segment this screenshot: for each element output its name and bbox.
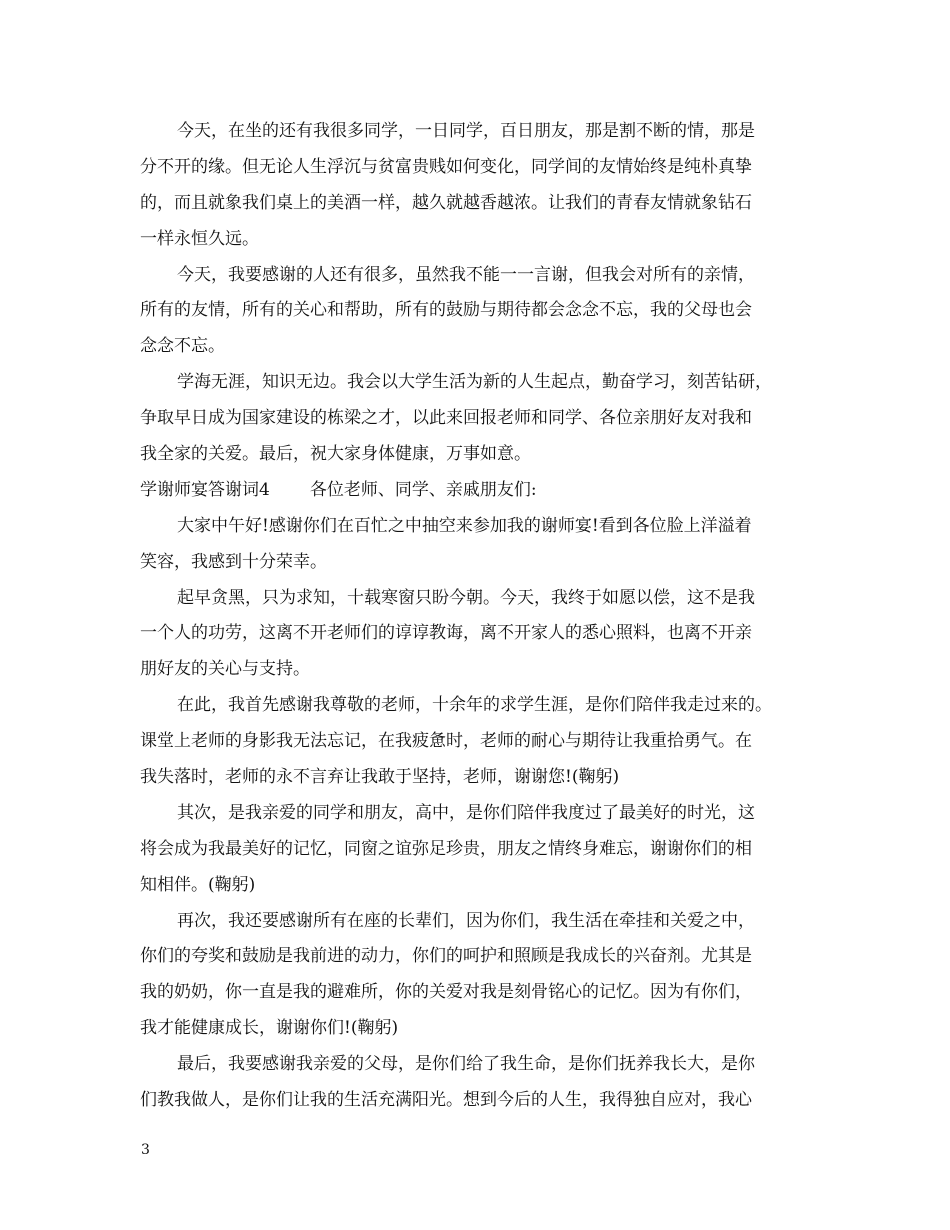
paragraph-line: 知相伴。(鞠躬): [140, 874, 256, 895]
paragraph-line: 一个人的功劳，这离不开老师们的谆谆教诲，离不开家人的悉心照料，也离不开亲: [140, 623, 752, 644]
paragraph-line: 学海无涯，知识无边。我会以大学生活为新的人生起点，勤奋学习，刻苦钻研，: [177, 372, 772, 393]
paragraph-line: 所有的友情，所有的关心和帮助，所有的鼓励与期待都会念念不忘，我的父母也会: [140, 300, 752, 321]
paragraph-line: 我才能健康成长，谢谢你们!(鞠躬): [140, 1018, 399, 1039]
paragraph-line: 争取早日成为国家建设的栋梁之才，以此来回报老师和同学、各位亲朋好友对我和: [140, 408, 752, 429]
paragraph-line: 们教我做人，是你们让我的生活充满阳光。想到今后的人生，我得独自应对，我心: [140, 1090, 752, 1111]
paragraph-line: 将会成为我最美好的记忆，同窗之谊弥足珍贵，朋友之情终身难忘，谢谢你们的相: [140, 838, 752, 859]
paragraph-line: 课堂上老师的身影我无法忘记，在我疲惫时，老师的耐心与期待让我重拾勇气。在: [140, 731, 752, 752]
paragraph-line: 我失落时，老师的永不言弃让我敢于坚持，老师，谢谢您!(鞠躬): [140, 767, 620, 788]
paragraph-line: 朋好友的关心与支持。: [140, 659, 310, 680]
heading-title: 学谢师宴答谢词4: [140, 479, 270, 500]
section-heading: [140, 473, 820, 509]
paragraph-line: 一样永恒久远。: [140, 228, 259, 249]
paragraph-line: 今天，在坐的还有我很多同学，一日同学，百日朋友，那是割不断的情，那是: [177, 121, 755, 141]
paragraph-line: 再次，我还要感谢所有在座的长辈们，因为你们，我生活在牵挂和关爱之中，: [177, 910, 755, 931]
paragraph-line: 笑容，我感到十分荣幸。: [140, 551, 327, 572]
paragraph-line: 今天，我要感谢的人还有很多，虽然我不能一一言谢，但我会对所有的亲情，: [177, 264, 755, 285]
paragraph-line: 最后，我要感谢我亲爱的父母，是你们给了我生命，是你们抚养我长大，是你: [177, 1054, 755, 1075]
paragraph-line: 你们的夸奖和鼓励是我前进的动力，你们的呵护和照顾是我成长的兴奋剂。尤其是: [140, 946, 752, 967]
paragraph-line: 在此，我首先感谢我尊敬的老师，十余年的求学生涯，是你们陪伴我走过来的。: [177, 695, 772, 716]
paragraph-line: 我的奶奶，你一直是我的避难所，你的关爱对我是刻骨铭心的记忆。因为有你们，: [140, 982, 752, 1003]
paragraph-line: 其次，是我亲爱的同学和朋友，高中，是你们陪伴我度过了最美好的时光，这: [177, 802, 755, 823]
paragraph-line: 起早贪黑，只为求知，十载寒窗只盼今朝。今天，我终于如愿以偿，这不是我: [177, 587, 755, 608]
paragraph-line: 我全家的关爱。最后，祝大家身体健康，万事如意。: [140, 444, 531, 465]
paragraph-line: 念念不忘。: [140, 336, 225, 357]
document-body: [140, 114, 820, 1119]
page-number: 3: [141, 1142, 150, 1158]
paragraph-line: 的，而且就象我们桌上的美酒一样，越久就越香越浓。让我们的青春友情就象钻石: [140, 192, 752, 213]
heading-salutation: 各位老师、同学、亲戚朋友们:: [309, 479, 537, 500]
paragraph-line: 大家中午好!感谢你们在百忙之中抽空来参加我的谢师宴!看到各位脸上洋溢着: [177, 515, 752, 536]
paragraph-line: 分不开的缘。但无论人生浮沉与贫富贵贱如何变化，同学间的友情始终是纯朴真挚: [140, 156, 752, 177]
